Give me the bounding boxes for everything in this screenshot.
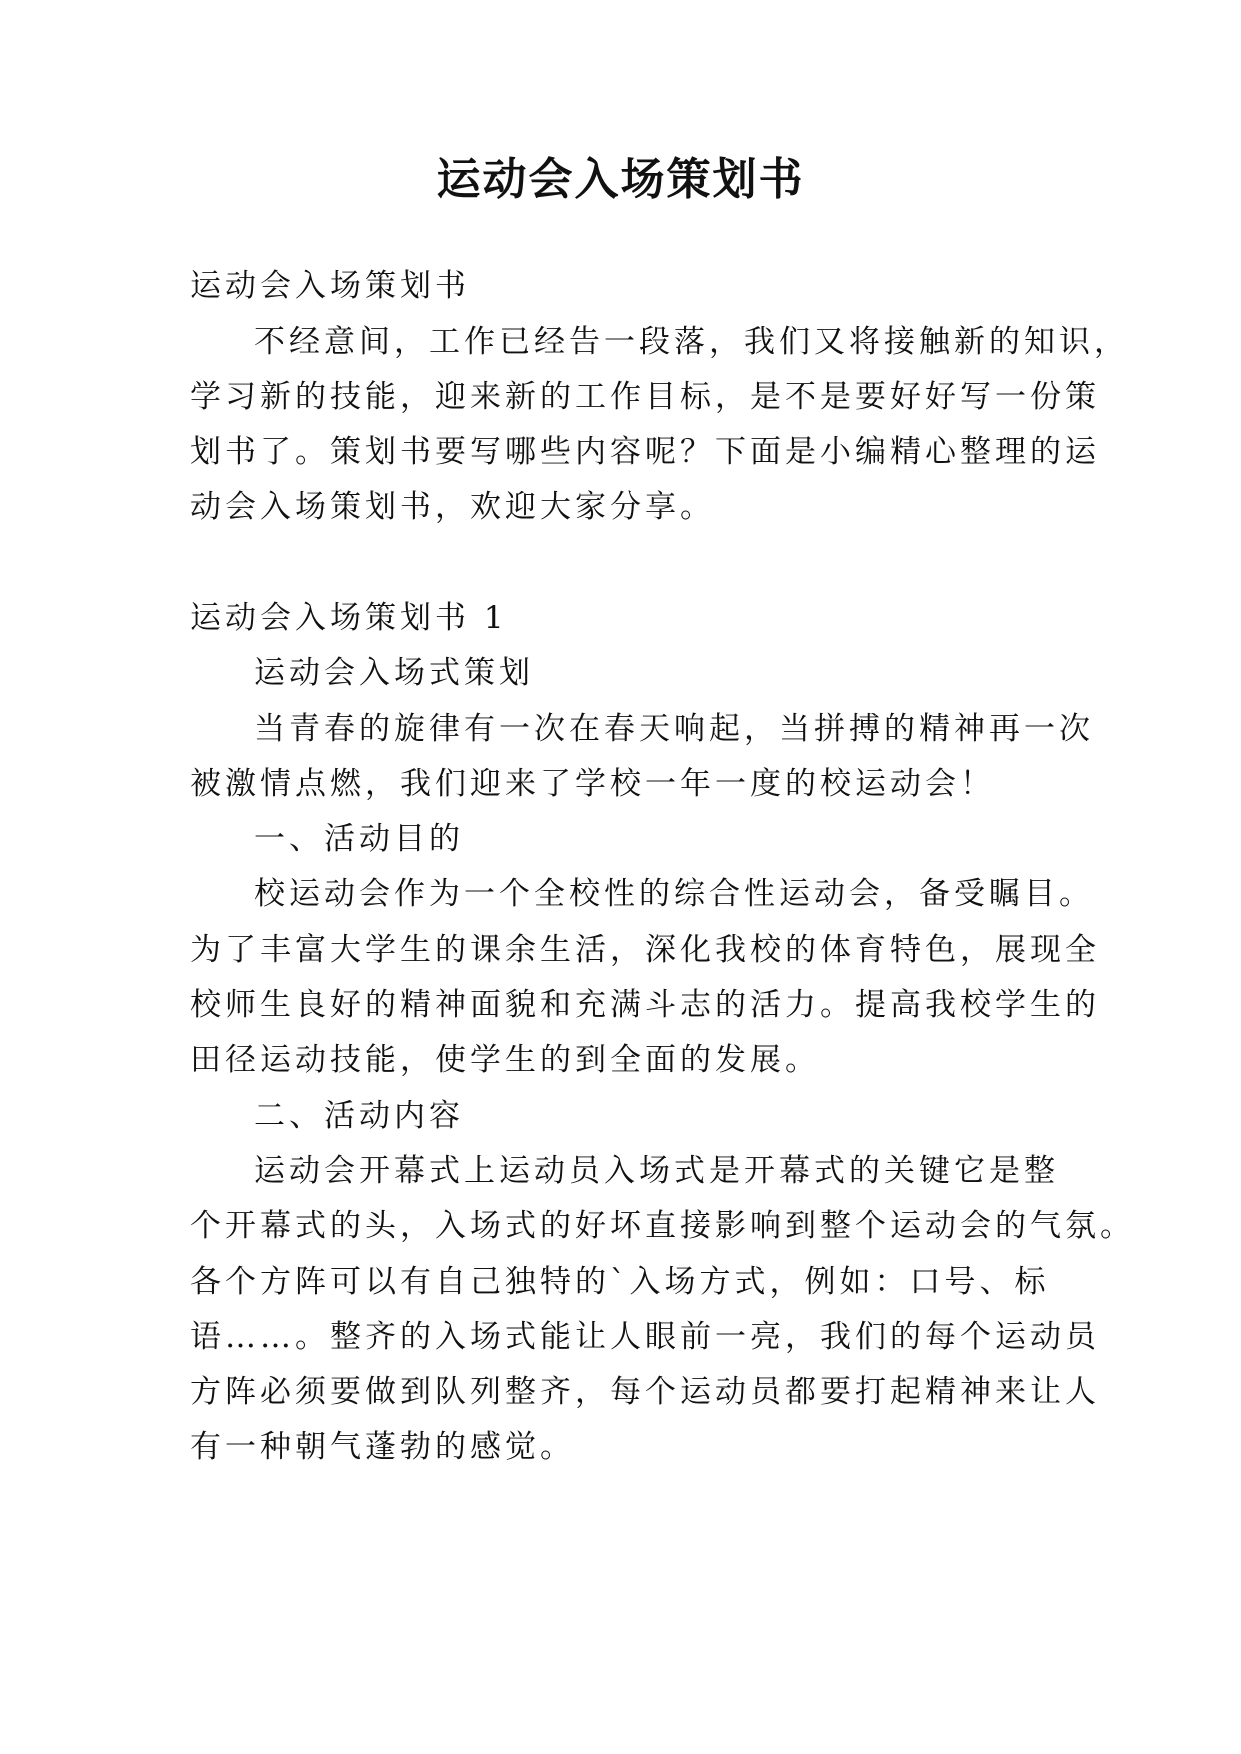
text-line: 运动会开幕式上运动员入场式是开幕式的关键它是整 [254, 1153, 1059, 1189]
text-line: 校师生良好的精神面貌和充满斗志的活力。提高我校学生的 [190, 987, 1100, 1023]
text-line: 当青春的旋律有一次在春天响起，当拼搏的精神再一次 [254, 711, 1094, 747]
section-heading: 运动会入场策划书 1 [190, 600, 508, 636]
subsection-heading: 运动会入场式策划 [254, 655, 534, 691]
text-line: 学习新的技能，迎来新的工作目标，是不是要好好写一份策 [190, 379, 1100, 415]
text-line: 语……。整齐的入场式能让人眼前一亮，我们的每个运动员 [190, 1319, 1100, 1355]
text-line: 为了丰富大学生的课余生活，深化我校的体育特色，展现全 [190, 932, 1100, 968]
text-line: 不经意间，工作已经告一段落，我们又将接触新的知识， [254, 324, 1129, 360]
intro-heading: 运动会入场策划书 [190, 268, 470, 304]
document-title: 运动会入场策划书 [436, 154, 805, 205]
text-line: 方阵必须要做到队列整齐，每个运动员都要打起精神来让人 [190, 1374, 1100, 1410]
text-line: 各个方阵可以有自己独特的`入场方式，例如：口号、标 [190, 1264, 1050, 1300]
text-line: 田径运动技能，使学生的到全面的发展。 [190, 1042, 820, 1078]
text-line: 动会入场策划书，欢迎大家分享。 [190, 489, 715, 525]
text-line: 划书了。策划书要写哪些内容呢？下面是小编精心整理的运 [190, 434, 1100, 470]
text-line: 有一种朝气蓬勃的感觉。 [190, 1429, 575, 1465]
item-heading: 二、活动内容 [254, 1098, 464, 1134]
text-line: 被激情点燃，我们迎来了学校一年一度的校运动会！ [190, 766, 995, 802]
item-heading: 一、活动目的 [254, 821, 464, 857]
text-line: 校运动会作为一个全校性的综合性运动会，备受瞩目。 [254, 876, 1094, 912]
text-line: 个开幕式的头，入场式的好坏直接影响到整个运动会的气氛。 [190, 1208, 1135, 1244]
